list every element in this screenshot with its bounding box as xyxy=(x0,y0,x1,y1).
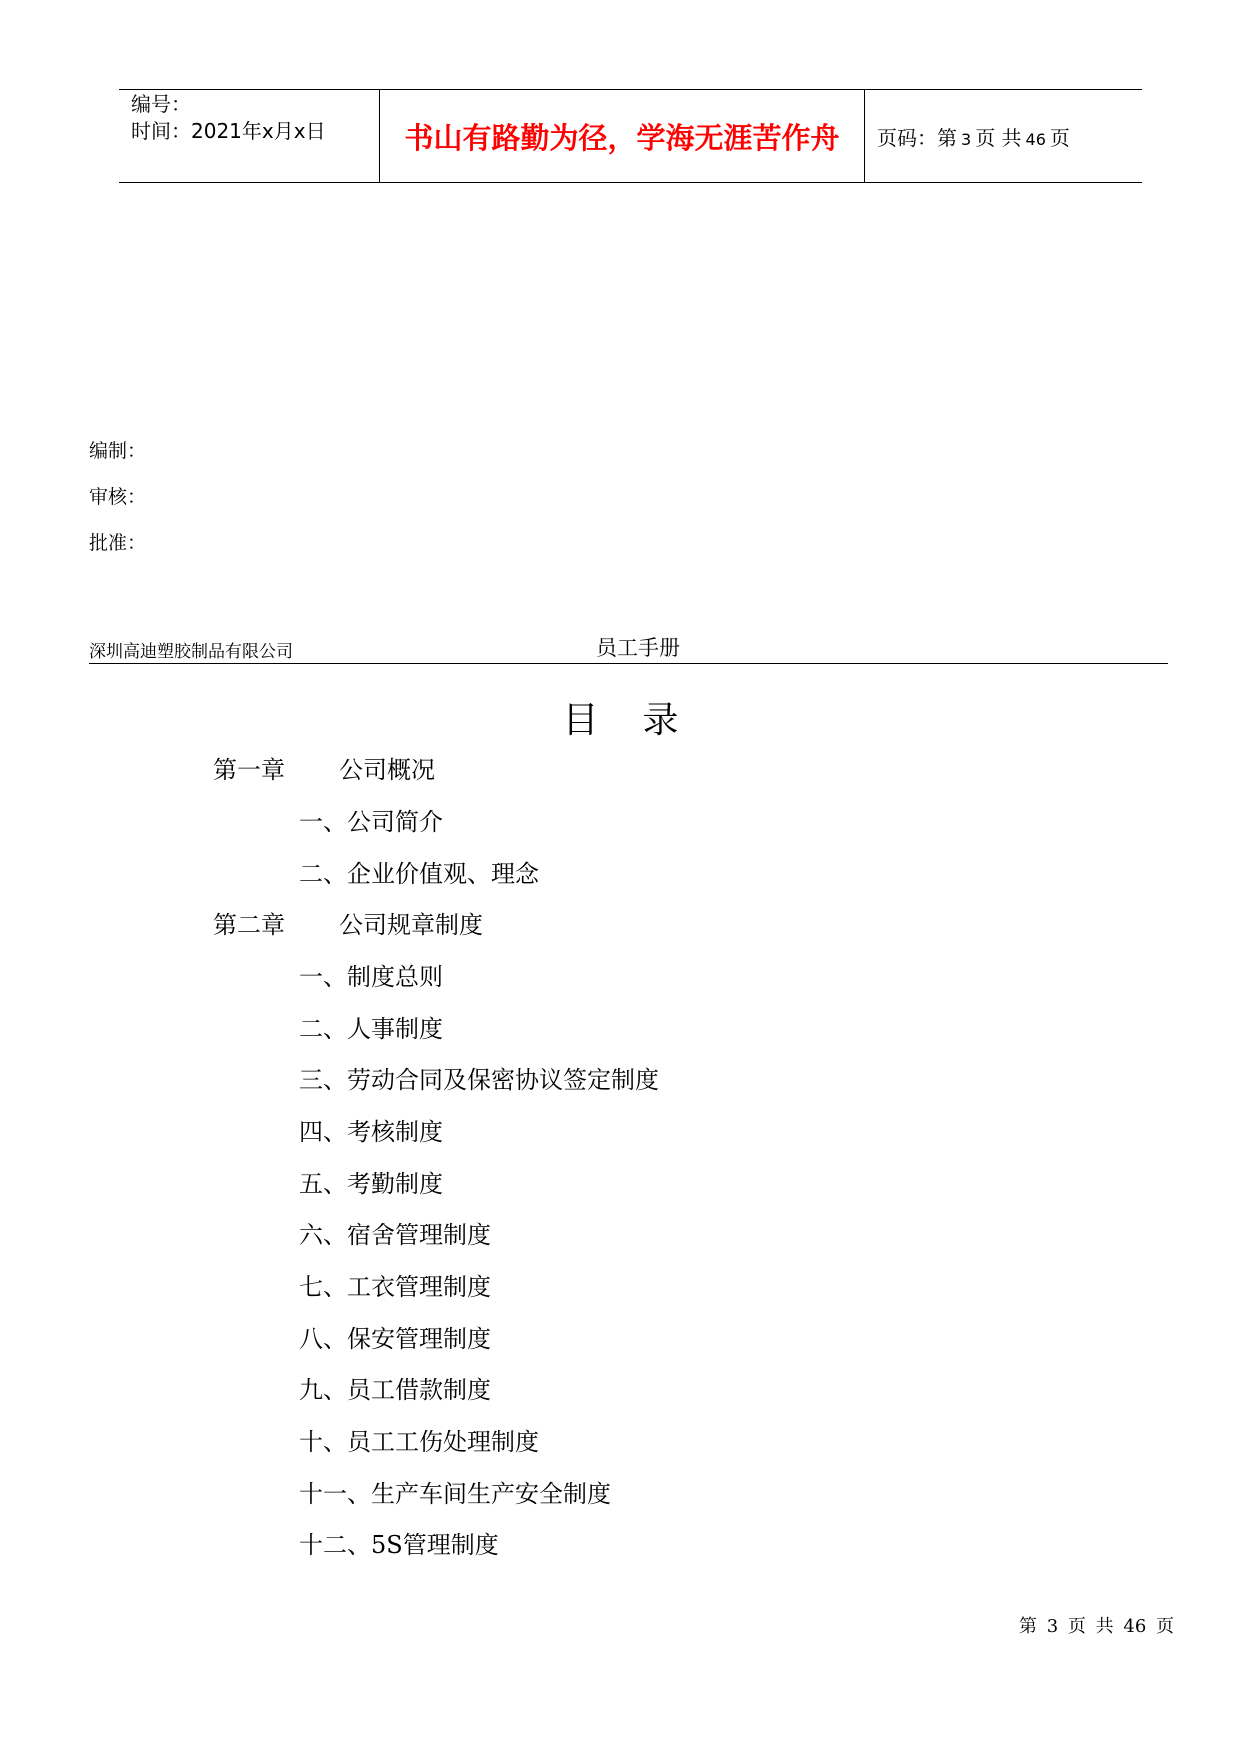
document-header-table xyxy=(119,89,1142,183)
running-header-title: 员工手册 xyxy=(596,636,680,660)
header-page-code xyxy=(877,122,1070,151)
toc-item: 六、宿舍管理制度 xyxy=(299,1221,491,1249)
toc-title: 目录 xyxy=(562,700,723,741)
toc-item: 十、员工工伤处理制度 xyxy=(299,1428,539,1456)
header-motto: 书山有路勤为径，学海无涯苦作舟 xyxy=(404,120,840,155)
toc-chapter-name: 公司概况 xyxy=(339,756,435,784)
toc-chapter-1 xyxy=(213,755,435,785)
toc-chapter-number: 第一章 xyxy=(213,756,285,784)
toc-chapter-2 xyxy=(213,910,483,940)
header-left-cell xyxy=(119,90,380,182)
page-total: 46 xyxy=(1025,129,1046,149)
toc-item: 十二、5S管理制度 xyxy=(299,1531,499,1559)
toc-item: 七、工衣管理制度 xyxy=(299,1273,491,1301)
document-number-label: 编号： xyxy=(131,92,191,116)
toc-item: 二、人事制度 xyxy=(299,1015,443,1043)
compiled-by-field: 编制： xyxy=(89,440,147,462)
toc-item: 一、公司简介 xyxy=(299,808,443,836)
toc-item: 八、保安管理制度 xyxy=(299,1325,491,1353)
document-time-label: 时间：2021年x月x日 xyxy=(131,119,326,143)
page-suffix: 页 xyxy=(1049,125,1070,150)
running-header-rule xyxy=(89,663,1168,664)
header-motto-cell xyxy=(380,90,865,182)
toc-item: 三、劳动合同及保密协议签定制度 xyxy=(299,1066,659,1094)
page-current: 3 xyxy=(961,129,972,149)
toc-item: 一、制度总则 xyxy=(299,963,443,991)
toc-item: 五、考勤制度 xyxy=(299,1170,443,1198)
running-header-company: 深圳高迪塑胶制品有限公司 xyxy=(89,642,293,662)
reviewed-by-field: 审核： xyxy=(89,486,147,508)
toc-item: 四、考核制度 xyxy=(299,1118,443,1146)
approved-by-field: 批准： xyxy=(89,532,147,554)
page-footer: 第 3 页 共 46 页 xyxy=(1019,1616,1174,1637)
page-prefix: 页码：第 xyxy=(877,125,957,150)
toc-item: 十一、生产车间生产安全制度 xyxy=(299,1480,611,1508)
page-mid: 页 共 xyxy=(975,125,1022,150)
toc-chapter-name: 公司规章制度 xyxy=(339,911,483,939)
header-page-cell xyxy=(865,90,1142,182)
toc-item: 九、员工借款制度 xyxy=(299,1376,491,1404)
toc-chapter-number: 第二章 xyxy=(213,911,285,939)
toc-item: 二、企业价值观、理念 xyxy=(299,860,539,888)
